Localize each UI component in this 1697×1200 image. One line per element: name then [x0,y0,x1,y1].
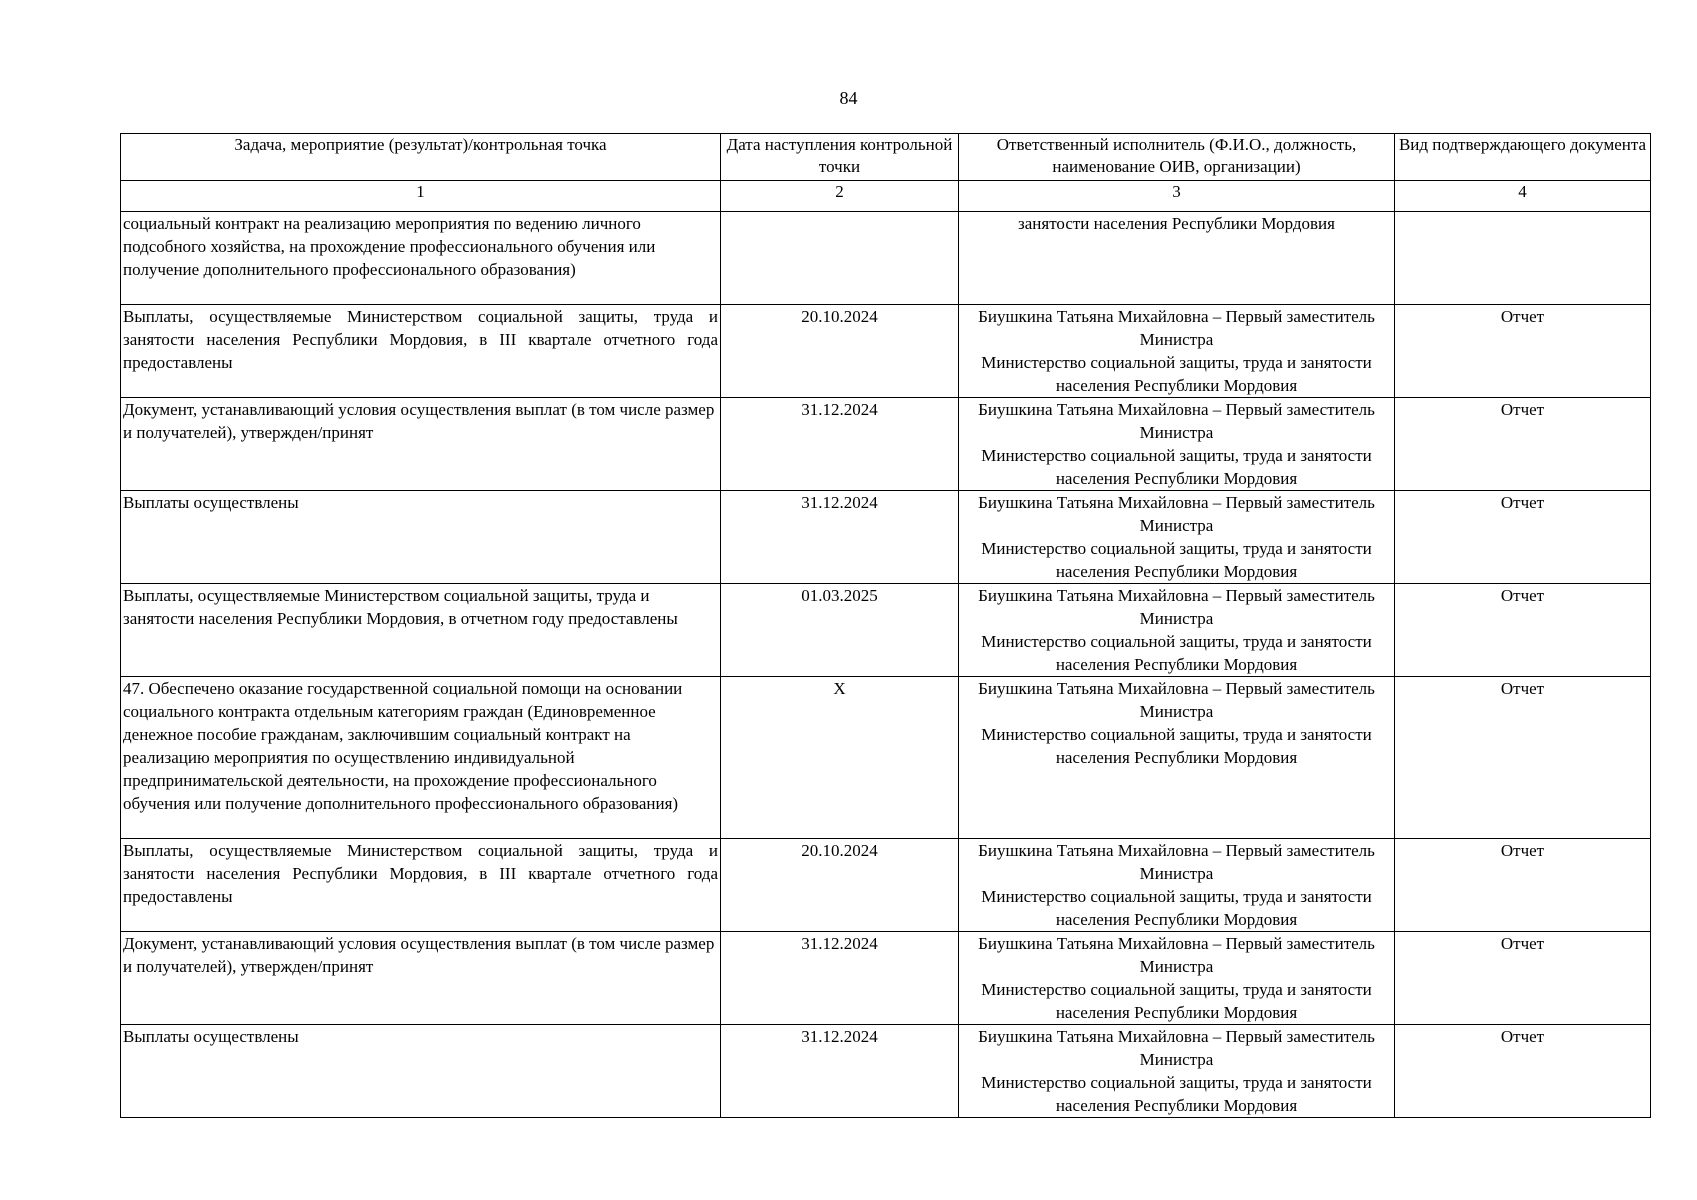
table-row [121,1025,1651,1118]
page-number: 84 [839,88,858,108]
control-points-table [120,133,1651,1118]
responsible-cell [959,305,1395,398]
date-cell: 31.12.2024 [721,491,959,584]
task-cell: Выплаты, осуществляемые Министерством социальной защиты, труда и занятости населения Республики Мордовия, в III квартале отчетного года предоставлены [121,305,721,398]
responsible-person: Биушкина Татьяна Михайловна – Первый заместитель Министра [978,307,1375,349]
table-row [121,584,1651,677]
document-cell: Отчет [1395,677,1651,839]
responsible-cell [959,677,1395,839]
responsible-organization: Министерство социальной защиты, труда и занятости населения Республики Мордовия [981,980,1372,1022]
column-number: 3 [959,181,1395,212]
document-cell: Отчет [1395,932,1651,1025]
task-cell: 47. Обеспечено оказание государственной социальной помощи на основании социального контракта отдельным категориям граждан (Единовременное денежное пособие гражданам, заключившим социальный контракт на реализацию мероприятия по осуществлению индивидуальной предпринимательской деятельности, на прохождение профессионального обучения или получение дополнительного профессионального образования) [121,677,721,839]
responsible-person: Биушкина Татьяна Михайловна – Первый заместитель Министра [978,841,1375,883]
task-cell: Документ, устанавливающий условия осуществления выплат (в том числе размер и получателей), утвержден/принят [121,932,721,1025]
responsible-person: занятости населения Республики Мордовия [1018,214,1335,233]
task-cell: Выплаты осуществлены [121,1025,721,1118]
table-row [121,398,1651,491]
document-cell: Отчет [1395,839,1651,932]
table-row [121,212,1651,305]
responsible-person: Биушкина Татьяна Михайловна – Первый заместитель Министра [978,400,1375,442]
date-cell [721,212,959,305]
task-cell: Выплаты, осуществляемые Министерством социальной защиты, труда и занятости населения Республики Мордовия, в отчетном году предоставлены [121,584,721,677]
date-cell: 20.10.2024 [721,839,959,932]
header-date: Дата наступления контрольной точки [721,134,959,181]
column-number: 4 [1395,181,1651,212]
date-cell: Х [721,677,959,839]
responsible-organization: Министерство социальной защиты, труда и занятости населения Республики Мордовия [981,353,1372,395]
responsible-organization: Министерство социальной защиты, труда и занятости населения Республики Мордовия [981,632,1372,674]
date-cell: 20.10.2024 [721,305,959,398]
task-cell: Документ, устанавливающий условия осуществления выплат (в том числе размер и получателей), утвержден/принят [121,398,721,491]
header-task: Задача, мероприятие (результат)/контрольная точка [121,134,721,181]
document-cell: Отчет [1395,1025,1651,1118]
table-row [121,932,1651,1025]
responsible-organization: Министерство социальной защиты, труда и занятости населения Республики Мордовия [981,887,1372,929]
column-number: 1 [121,181,721,212]
responsible-cell [959,839,1395,932]
responsible-organization: Министерство социальной защиты, труда и занятости населения Республики Мордовия [981,725,1372,767]
responsible-cell [959,1025,1395,1118]
table-row [121,491,1651,584]
document-cell [1395,212,1651,305]
date-cell: 31.12.2024 [721,398,959,491]
responsible-cell [959,584,1395,677]
task-cell: социальный контракт на реализацию мероприятия по ведению личного подсобного хозяйства, на прохождение профессионального обучения или получение дополнительного профессионального образования) [121,212,721,305]
date-cell: 01.03.2025 [721,584,959,677]
document-cell: Отчет [1395,491,1651,584]
responsible-cell [959,398,1395,491]
header-responsible: Ответственный исполнитель (Ф.И.О., должность, наименование ОИВ, организации) [959,134,1395,181]
task-cell: Выплаты осуществлены [121,491,721,584]
date-cell: 31.12.2024 [721,932,959,1025]
responsible-cell [959,212,1395,305]
responsible-person: Биушкина Татьяна Михайловна – Первый заместитель Министра [978,493,1375,535]
table-row [121,677,1651,839]
responsible-person: Биушкина Татьяна Михайловна – Первый заместитель Министра [978,1027,1375,1069]
responsible-person: Биушкина Татьяна Михайловна – Первый заместитель Министра [978,679,1375,721]
responsible-cell [959,932,1395,1025]
responsible-organization: Министерство социальной защиты, труда и занятости населения Республики Мордовия [981,446,1372,488]
responsible-organization: Министерство социальной защиты, труда и занятости населения Республики Мордовия [981,1073,1372,1115]
document-cell: Отчет [1395,398,1651,491]
table-row [121,839,1651,932]
document-cell: Отчет [1395,584,1651,677]
table-row [121,305,1651,398]
column-number-row [121,181,1651,212]
column-number: 2 [721,181,959,212]
responsible-cell [959,491,1395,584]
header-document: Вид подтверждающего документа [1395,134,1651,181]
document-cell: Отчет [1395,305,1651,398]
date-cell: 31.12.2024 [721,1025,959,1118]
responsible-person: Биушкина Татьяна Михайловна – Первый заместитель Министра [978,934,1375,976]
responsible-organization: Министерство социальной защиты, труда и занятости населения Республики Мордовия [981,539,1372,581]
task-cell: Выплаты, осуществляемые Министерством социальной защиты, труда и занятости населения Республики Мордовия, в III квартале отчетного года предоставлены [121,839,721,932]
header-row [121,134,1651,181]
responsible-person: Биушкина Татьяна Михайловна – Первый заместитель Министра [978,586,1375,628]
